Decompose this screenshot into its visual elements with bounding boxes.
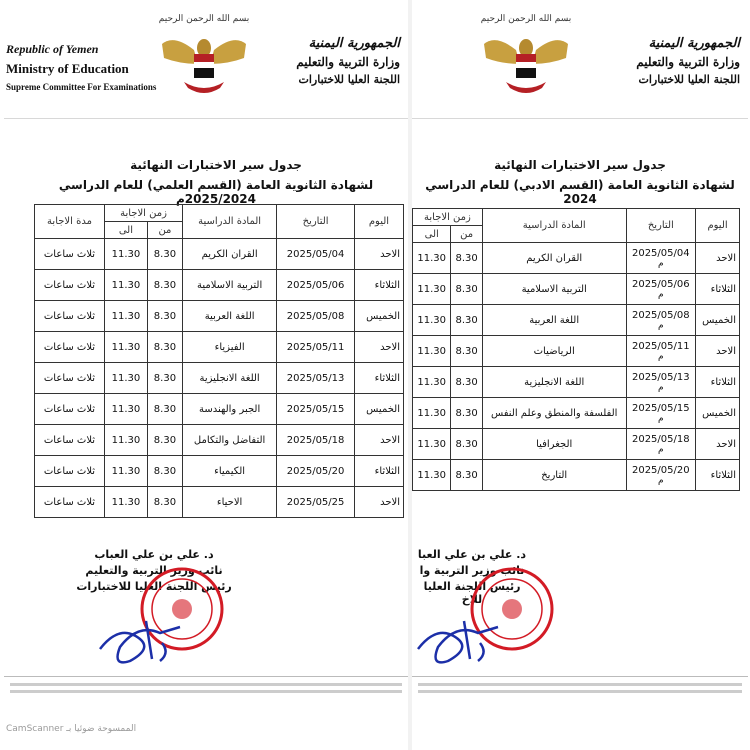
arabic-letterhead-2 [636, 36, 740, 86]
table-row [35, 301, 404, 332]
subject-cell: القران الكريم [482, 243, 626, 274]
table-row [35, 332, 404, 363]
table-row [35, 270, 404, 301]
col-date: التاريخ [626, 209, 696, 243]
from-cell: 8.30 [451, 305, 482, 336]
english-letterhead [6, 42, 156, 92]
date-suffix: م [658, 413, 664, 424]
signer-name: د. علي بن علي العبا [417, 548, 527, 561]
title-line-2: لشهادة الثانوية العامة (القسم العلمي) للعام الدراسي 2025/2024م [58, 178, 374, 206]
signer-name: د. علي بن علي العباب [94, 548, 214, 561]
official-stamp-icon [412, 563, 562, 673]
schedule-title-2 [412, 158, 748, 206]
title-line-2: لشهادة الثانوية العامة (القسم الادبي) للعام الدراسي 2024 [425, 178, 735, 206]
document-page-literary [412, 8, 748, 720]
from-cell: 8.30 [147, 270, 182, 301]
to-cell: 11.30 [413, 243, 451, 274]
date-cell: 2025/05/13 [277, 363, 355, 394]
duration-cell: ثلاث ساعات [35, 239, 105, 270]
from-cell: 8.30 [147, 487, 182, 518]
exam-schedule-table-2 [412, 208, 740, 491]
signer-role: رئيس اللجنة العليا للاخ [423, 580, 521, 606]
from-cell: 8.30 [451, 367, 482, 398]
duration-cell: ثلاث ساعات [35, 425, 105, 456]
table-row [35, 239, 404, 270]
from-cell: 8.30 [147, 332, 182, 363]
scanner-watermark: الممسوحة ضوئيا بـ CamScanner [6, 724, 137, 734]
day-cell: الثلاثاء [696, 274, 740, 305]
eagle-emblem-icon [154, 24, 254, 104]
to-cell: 11.30 [413, 274, 451, 305]
date-cell: 2025/05/04 [277, 239, 355, 270]
duration-cell: ثلاث ساعات [35, 301, 105, 332]
footer-contact [4, 676, 408, 707]
from-cell: 8.30 [451, 429, 482, 460]
basmala: بسم الله الرحمن الرحيم [158, 14, 250, 24]
col-to: الى [105, 222, 148, 239]
letterhead [4, 8, 408, 119]
en-committee: Supreme Committee For Examinations [6, 82, 157, 92]
subject-cell: الفلسفة والمنطق وعلم النفس [482, 398, 626, 429]
table-row [413, 336, 740, 367]
to-cell: 11.30 [105, 239, 148, 270]
date-cell: 2025/05/04 م [626, 243, 696, 274]
date-cell: 2025/05/15 [277, 394, 355, 425]
to-cell: 11.30 [105, 332, 148, 363]
to-cell: 11.30 [413, 367, 451, 398]
table-row [35, 456, 404, 487]
subject-cell: اللغة الانجليزية [183, 363, 277, 394]
basmala-2: بسم الله الرحمن الرحيم [480, 14, 572, 24]
table-row [413, 460, 740, 491]
exam-schedule-table [34, 204, 404, 518]
date-cell: 2025/05/13 م [626, 367, 696, 398]
letterhead-2 [412, 8, 748, 119]
subject-cell: الفيزياء [183, 332, 277, 363]
subject-cell: الجغرافيا [482, 429, 626, 460]
date-suffix: م [658, 351, 664, 362]
subject-cell: اللغة الانجليزية [482, 367, 626, 398]
subject-cell: التربية الاسلامية [183, 270, 277, 301]
col-duration: مدة الاجابة [35, 205, 105, 239]
col-from: من [451, 226, 482, 243]
table-row [413, 243, 740, 274]
eagle-emblem-icon [476, 24, 576, 104]
day-cell: الثلاثاء [354, 270, 403, 301]
col-to: الى [413, 226, 451, 243]
date-cell: 2025/05/11 م [626, 336, 696, 367]
to-cell: 11.30 [105, 425, 148, 456]
from-cell: 8.30 [451, 398, 482, 429]
col-day: اليوم [696, 209, 740, 243]
table-row [413, 367, 740, 398]
from-cell: 8.30 [451, 243, 482, 274]
table-row [413, 305, 740, 336]
schedule-title [24, 158, 408, 206]
subject-cell: القران الكريم [183, 239, 277, 270]
to-cell: 11.30 [413, 336, 451, 367]
signer-title: نائب وزير التربية والتعليم [85, 564, 223, 577]
day-cell: الاحد [696, 243, 740, 274]
day-cell: الاحد [354, 487, 403, 518]
table-row [35, 487, 404, 518]
table-row [413, 274, 740, 305]
to-cell: 11.30 [413, 305, 451, 336]
date-suffix: م [658, 320, 664, 331]
duration-cell: ثلاث ساعات [35, 270, 105, 301]
title-line-1: جدول سير الاختبارات النهائية [130, 158, 302, 172]
to-cell: 11.30 [105, 363, 148, 394]
subject-cell: الاحياء [183, 487, 277, 518]
day-cell: الاحد [696, 336, 740, 367]
date-cell: 2025/05/11 [277, 332, 355, 363]
ar-committee: اللجنة العليا للاختبارات [298, 73, 400, 86]
date-cell: 2025/05/18 [277, 425, 355, 456]
date-cell: 2025/05/06 م [626, 274, 696, 305]
col-subject: المادة الدراسية [183, 205, 277, 239]
table-row [35, 394, 404, 425]
official-stamp-icon [90, 563, 240, 673]
day-cell: الثلاثاء [696, 460, 740, 491]
from-cell: 8.30 [147, 425, 182, 456]
date-cell: 2025/05/06 [277, 270, 355, 301]
to-cell: 11.30 [105, 394, 148, 425]
from-cell: 8.30 [451, 336, 482, 367]
signer-title: نائب وزير التربية وا [419, 564, 525, 577]
day-cell: الثلاثاء [354, 363, 403, 394]
from-cell: 8.30 [147, 239, 182, 270]
col-subject: المادة الدراسية [482, 209, 626, 243]
col-time: زمن الاجابة [105, 205, 183, 222]
subject-cell: اللغة العربية [183, 301, 277, 332]
en-republic: Republic of Yemen [6, 42, 99, 56]
subject-cell: اللغة العربية [482, 305, 626, 336]
date-cell: 2025/05/08 [277, 301, 355, 332]
col-from: من [147, 222, 182, 239]
day-cell: الاحد [354, 425, 403, 456]
date-cell: 2025/05/08 م [626, 305, 696, 336]
signer-role: رئيس اللجنة العليا للاختبارات [76, 580, 232, 593]
from-cell: 8.30 [147, 301, 182, 332]
subject-cell: الكيمياء [183, 456, 277, 487]
day-cell: الخميس [696, 398, 740, 429]
date-cell: 2025/05/25 [277, 487, 355, 518]
ar-committee-2: اللجنة العليا للاختبارات [638, 73, 740, 86]
date-suffix: م [658, 382, 664, 393]
from-cell: 8.30 [147, 363, 182, 394]
date-suffix: م [658, 289, 664, 300]
table-row [413, 398, 740, 429]
duration-cell: ثلاث ساعات [35, 332, 105, 363]
table-row [35, 425, 404, 456]
date-cell: 2025/05/18 م [626, 429, 696, 460]
duration-cell: ثلاث ساعات [35, 456, 105, 487]
subject-cell: التفاضل والتكامل [183, 425, 277, 456]
day-cell: الاحد [354, 239, 403, 270]
arabic-letterhead [296, 36, 400, 86]
to-cell: 11.30 [105, 301, 148, 332]
from-cell: 8.30 [451, 460, 482, 491]
table-row [413, 429, 740, 460]
date-cell: 2025/05/20 [277, 456, 355, 487]
from-cell: 8.30 [147, 394, 182, 425]
subject-cell: التربية الاسلامية [482, 274, 626, 305]
to-cell: 11.30 [413, 460, 451, 491]
ar-ministry-2: وزارة التربية والتعليم [636, 55, 740, 69]
day-cell: الاحد [696, 429, 740, 460]
to-cell: 11.30 [413, 398, 451, 429]
from-cell: 8.30 [451, 274, 482, 305]
emblem [154, 14, 254, 110]
duration-cell: ثلاث ساعات [35, 394, 105, 425]
document-page-scientific [4, 8, 408, 720]
day-cell: الثلاثاء [696, 367, 740, 398]
to-cell: 11.30 [105, 487, 148, 518]
duration-cell: ثلاث ساعات [35, 487, 105, 518]
to-cell: 11.30 [105, 456, 148, 487]
to-cell: 11.30 [105, 270, 148, 301]
day-cell: الاحد [354, 332, 403, 363]
subject-cell: الجبر والهندسة [183, 394, 277, 425]
subject-cell: التاريخ [482, 460, 626, 491]
col-date: التاريخ [277, 205, 355, 239]
emblem-2 [476, 14, 576, 110]
from-cell: 8.30 [147, 456, 182, 487]
duration-cell: ثلاث ساعات [35, 363, 105, 394]
ar-republic-2: الجمهورية اليمنية [648, 36, 740, 51]
footer-contact-2 [412, 676, 748, 707]
date-suffix: م [658, 444, 664, 455]
date-cell: 2025/05/15 م [626, 398, 696, 429]
title-line-1: جدول سير الاختبارات النهائية [494, 158, 666, 172]
day-cell: الثلاثاء [354, 456, 403, 487]
col-time: زمن الاجابة [413, 209, 483, 226]
ar-ministry: وزارة التربية والتعليم [296, 55, 400, 69]
day-cell: الخميس [354, 301, 403, 332]
col-day: اليوم [354, 205, 403, 239]
en-ministry: Ministry of Education [6, 61, 129, 76]
day-cell: الخميس [354, 394, 403, 425]
day-cell: الخميس [696, 305, 740, 336]
ar-republic: الجمهورية اليمنية [308, 36, 400, 51]
to-cell: 11.30 [413, 429, 451, 460]
date-suffix: م [658, 258, 664, 269]
date-cell: 2025/05/20 م [626, 460, 696, 491]
table-row [35, 363, 404, 394]
subject-cell: الرياضيات [482, 336, 626, 367]
date-suffix: م [658, 475, 664, 486]
